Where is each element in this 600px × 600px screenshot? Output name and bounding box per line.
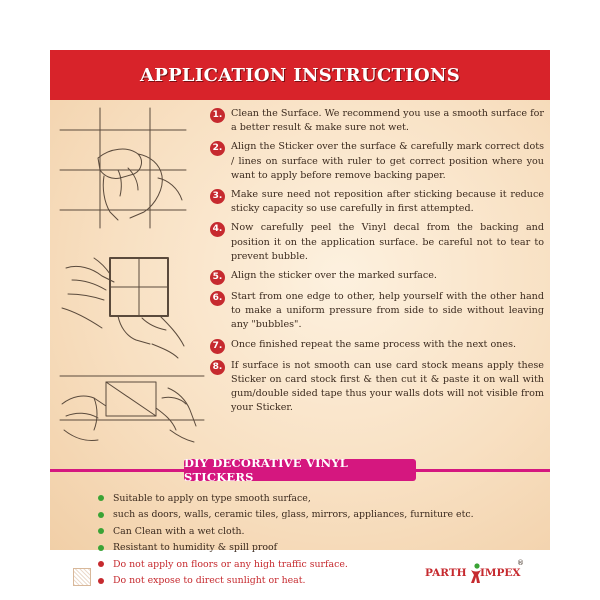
placing-sticker-illustration	[62, 258, 184, 358]
step-text: Align the Sticker over the surface & carefully mark correct dots / lines on surface with ruler to get correct position where you want to apply before remove backing paper.	[231, 141, 544, 181]
step-number: 7.	[210, 339, 225, 354]
application-illustration	[58, 108, 206, 448]
registered-mark: ®	[517, 559, 524, 567]
feature-item	[98, 507, 518, 524]
green-bullet-icon	[98, 545, 104, 551]
feature-item	[98, 490, 518, 507]
section-title: DIY DECORATIVE VINYL STICKERS	[184, 456, 349, 484]
brand-logo	[425, 559, 524, 585]
feature-text: Resistant to humidity & spill proof	[113, 542, 278, 554]
red-bullet-icon	[98, 561, 104, 567]
green-bullet-icon	[98, 512, 104, 518]
texture-stamp-icon	[73, 568, 91, 586]
step-item	[210, 359, 544, 416]
step-text: Once finished repeat the same process with the next ones.	[231, 338, 517, 350]
logo-text-right: IMPEX	[480, 567, 521, 579]
step-number: 5.	[210, 270, 225, 285]
step-number: 2.	[210, 141, 225, 156]
instruction-card	[50, 50, 550, 587]
instruction-steps	[210, 107, 544, 420]
step-item	[210, 221, 544, 264]
step-item	[210, 338, 544, 354]
step-text: Now carefully peel the Vinyl decal from the backing and position it on the application surface. be careful not to tear to prevent bubble.	[231, 222, 544, 262]
warning-text: Do not apply on floors or any high traffic surface.	[113, 558, 348, 570]
step-text: Start from one edge to other, help yourself with the other hand to make a uniform pressure from side to side without leaving any "bubbles".	[231, 291, 544, 331]
red-bullet-icon	[98, 578, 104, 584]
step-text: Align the sticker over the marked surface.	[231, 270, 437, 282]
step-number: 4.	[210, 222, 225, 237]
step-item	[210, 269, 544, 285]
feature-text: Suitable to apply on type smooth surface,	[113, 492, 311, 504]
step-item	[210, 290, 544, 333]
step-item	[210, 107, 544, 135]
step-item	[210, 188, 544, 216]
feature-item	[98, 523, 518, 540]
peeling-sticker-illustration	[60, 376, 204, 442]
step-number: 8.	[210, 360, 225, 375]
step-number: 6.	[210, 291, 225, 306]
title-banner	[50, 50, 550, 100]
step-number: 1.	[210, 108, 225, 123]
feature-item	[98, 540, 518, 557]
feature-text: Can Clean with a wet cloth.	[113, 525, 245, 537]
green-bullet-icon	[98, 495, 104, 501]
step-text: Make sure need not reposition after sticking because it reduce sticky capacity so use carefully in first attempted.	[231, 189, 544, 215]
step-text: If surface is not smooth can use card stock means apply these Sticker on card stock first & then cut it & paste it on wall with gum/double sided tape thus your walls dots will not visible from your Sticker.	[231, 359, 544, 414]
cleaning-hand-illustration	[60, 108, 186, 228]
green-bullet-icon	[98, 528, 104, 534]
feature-text: such as doors, walls, ceramic tiles, glass, mirrors, appliances, furniture etc.	[113, 509, 474, 521]
step-number: 3.	[210, 189, 225, 204]
page-title: APPLICATION INSTRUCTIONS	[139, 64, 461, 86]
subtitle-banner	[184, 456, 416, 484]
warning-text: Do not expose to direct sunlight or heat.	[113, 575, 306, 587]
step-text: Clean the Surface. We recommend you use a smooth surface for a better result & make sure not wet.	[231, 108, 544, 134]
logo-text-left: PARTH	[425, 567, 467, 579]
step-item	[210, 140, 544, 183]
